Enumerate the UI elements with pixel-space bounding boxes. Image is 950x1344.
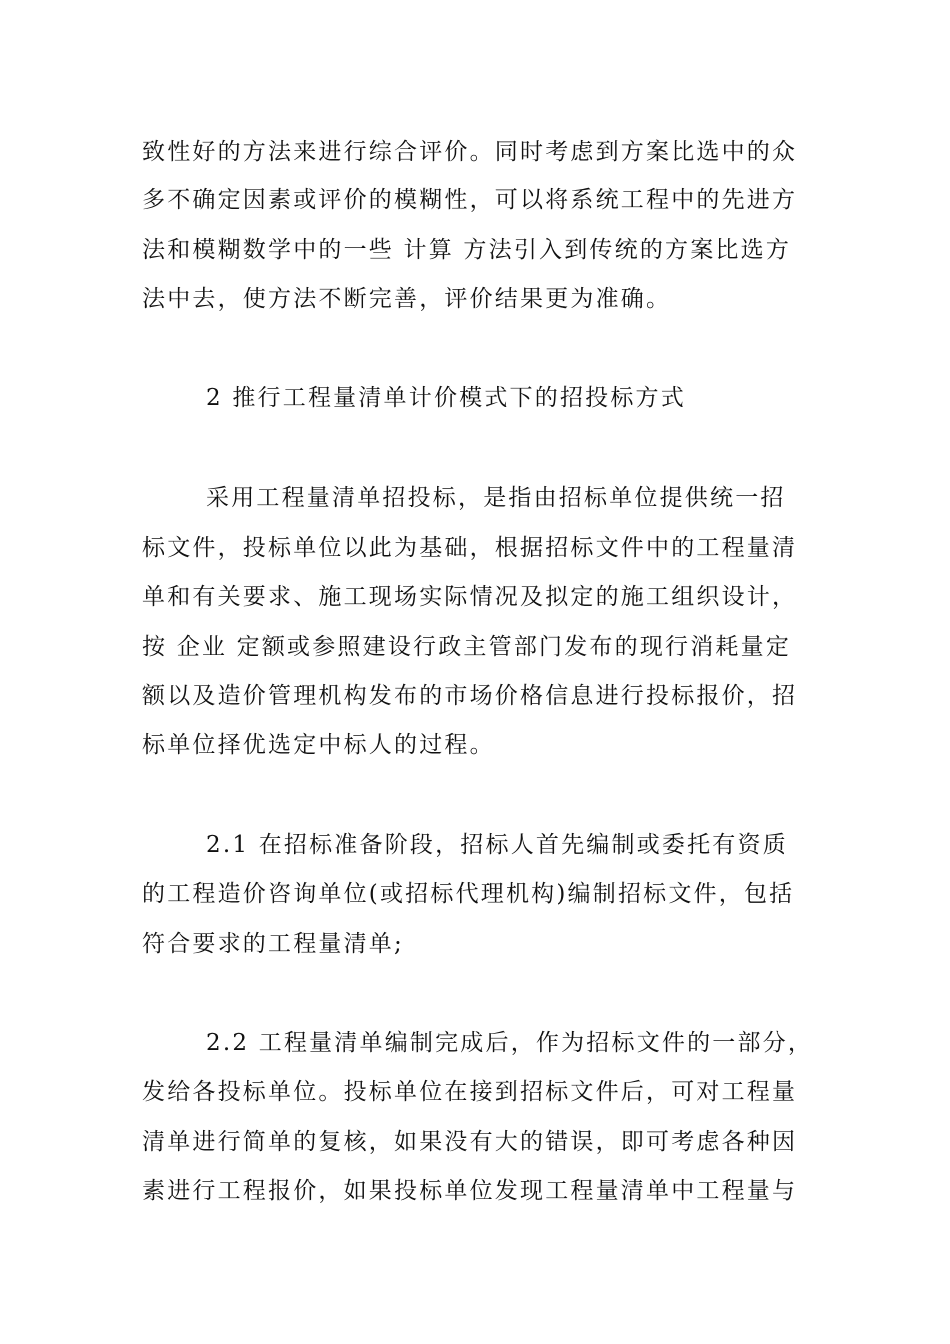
text-line: 符合要求的工程量清单; <box>142 931 404 957</box>
text-line: 清单进行简单的复核，如果没有大的错误，即可考虑各种因 <box>142 1129 798 1155</box>
text-line: 标单位择优选定中标人的过程。 <box>142 732 495 758</box>
text-line: 多不确定因素或评价的模糊性，可以将系统工程中的先进方 <box>142 187 798 213</box>
text-line: 标文件，投标单位以此为基础，根据招标文件中的工程量清 <box>142 535 798 561</box>
text-line: 单和有关要求、施工现场实际情况及拟定的施工组织设计， <box>142 584 798 610</box>
text-line: 的工程造价咨询单位(或招标代理机构)编制招标文件，包括 <box>142 881 795 907</box>
text-line: 致性好的方法来进行综合评价。同时考虑到方案比选中的众 <box>142 139 798 165</box>
text-line: 按 企业 定额或参照建设行政主管部门发布的现行消耗量定 <box>142 634 792 660</box>
text-line: 采用工程量清单招投标，是指由招标单位提供统一招 <box>206 485 786 511</box>
text-line: 2.1 在招标准备阶段，招标人首先编制或委托有资质 <box>206 832 788 858</box>
section-heading: 2 推行工程量清单计价模式下的招投标方式 <box>206 385 686 411</box>
text-line: 法和模糊数学中的一些 计算 方法引入到传统的方案比选方 <box>142 237 792 263</box>
text-line: 发给各投标单位。投标单位在接到招标文件后，可对工程量 <box>142 1079 798 1105</box>
text-line: 2.2 工程量清单编制完成后，作为招标文件的一部分， <box>206 1030 814 1056</box>
text-line: 法中去，使方法不断完善，评价结果更为准确。 <box>142 286 672 312</box>
text-line: 素进行工程报价，如果投标单位发现工程量清单中工程量与 <box>142 1178 798 1204</box>
text-line: 额以及造价管理机构发布的市场价格信息进行投标报价，招 <box>142 683 798 709</box>
